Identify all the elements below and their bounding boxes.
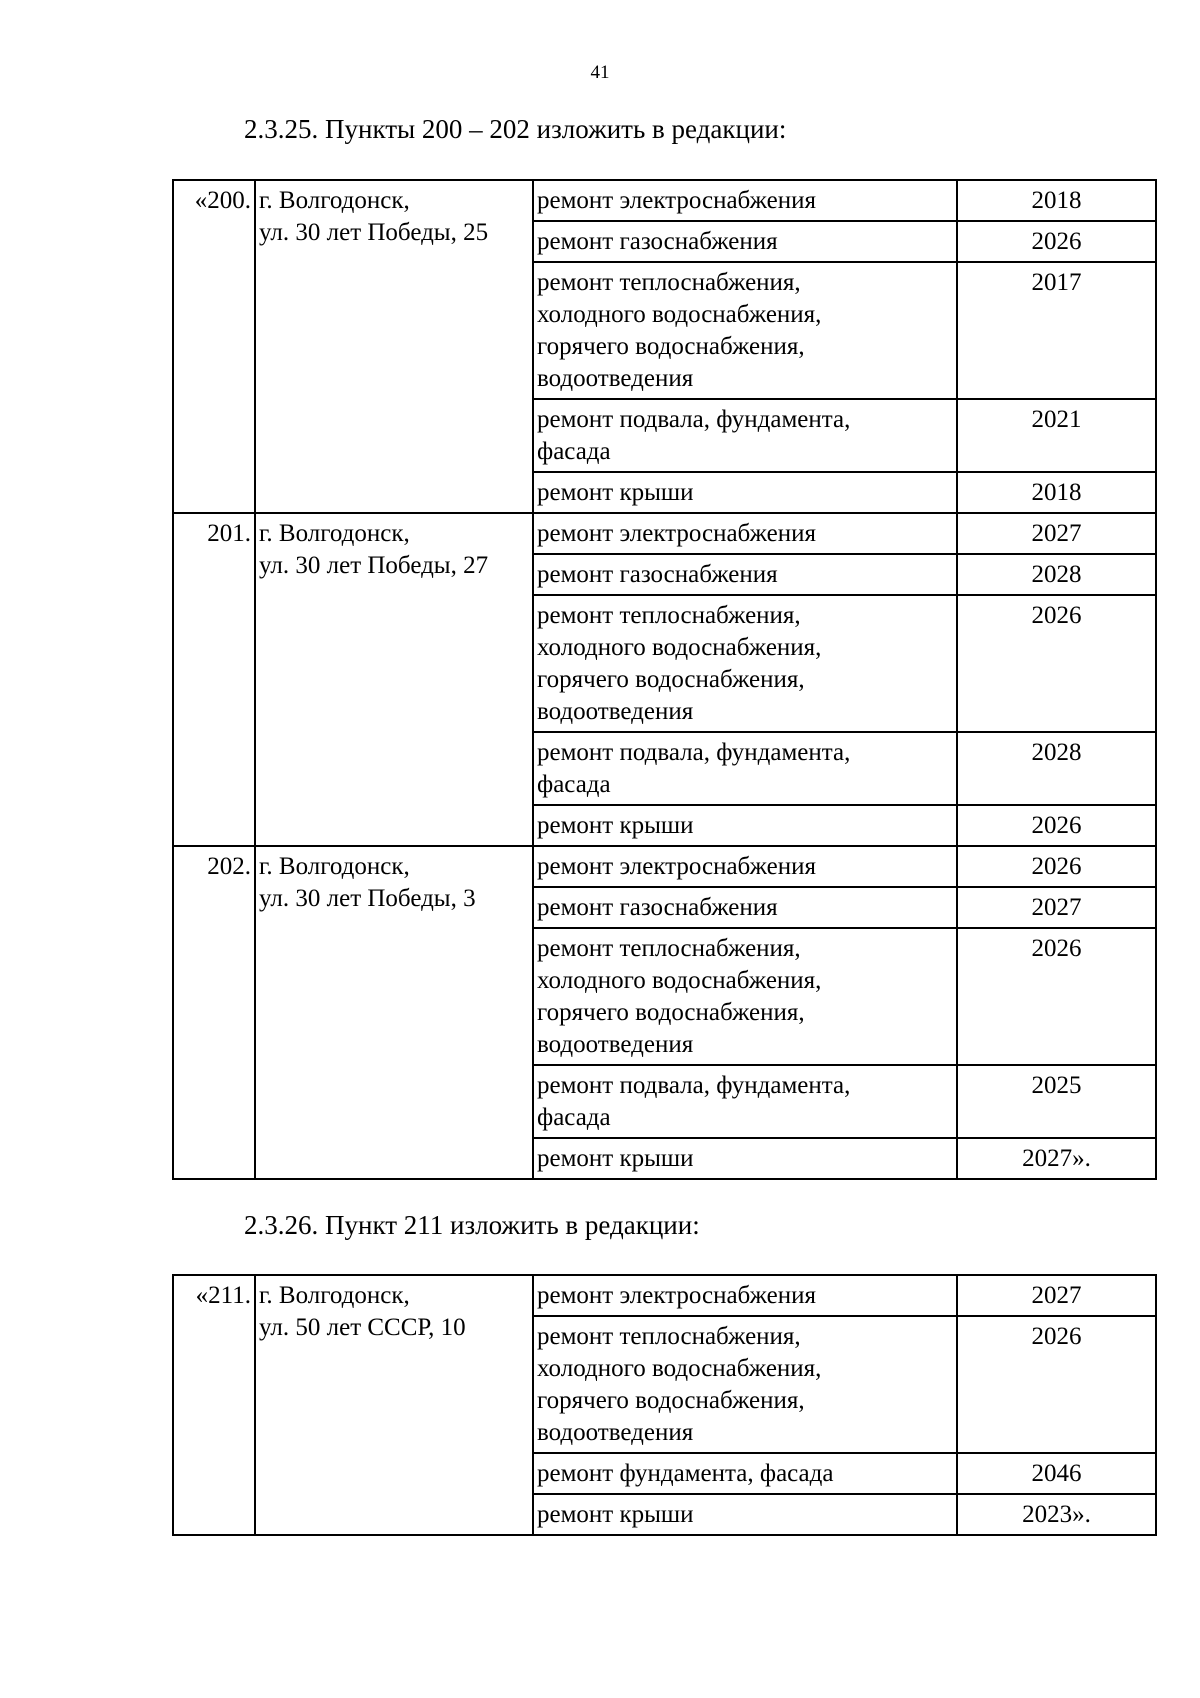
work-year: 2026 [957, 1316, 1156, 1453]
work-name: ремонт крыши [533, 805, 957, 846]
section-heading: 2.3.25. Пункты 200 – 202 изложить в редакции: [244, 114, 787, 144]
item-address: г. Волгодонск, ул. 30 лет Победы, 27 [255, 513, 533, 846]
work-name: ремонт газоснабжения [533, 554, 957, 595]
item-number: «200. [173, 180, 255, 513]
work-year: 2027 [957, 1275, 1156, 1316]
work-year: 2018 [957, 180, 1156, 221]
work-name: ремонт газоснабжения [533, 221, 957, 262]
work-year: 2028 [957, 554, 1156, 595]
work-year: 2027». [957, 1138, 1156, 1179]
item-address: г. Волгодонск, ул. 30 лет Победы, 3 [255, 846, 533, 1179]
work-name: ремонт подвала, фундамента, фасада [533, 399, 957, 472]
item-address: г. Волгодонск, ул. 50 лет СССР, 10 [255, 1275, 533, 1535]
item-number: 201. [173, 513, 255, 846]
item-number: 202. [173, 846, 255, 1179]
work-name: ремонт электроснабжения [533, 180, 957, 221]
work-year: 2026 [957, 595, 1156, 732]
table-row [173, 846, 1156, 887]
table-row [173, 1275, 1156, 1316]
work-year: 2021 [957, 399, 1156, 472]
work-year: 2026 [957, 846, 1156, 887]
section-heading: 2.3.26. Пункт 211 изложить в редакции: [244, 1210, 700, 1240]
work-year: 2027 [957, 887, 1156, 928]
work-name: ремонт теплоснабжения, холодного водоснабжения, горячего водоснабжения, водоотведения [533, 262, 957, 399]
work-name: ремонт электроснабжения [533, 513, 957, 554]
work-name: ремонт теплоснабжения, холодного водоснабжения, горячего водоснабжения, водоотведения [533, 928, 957, 1065]
work-year: 2027 [957, 513, 1156, 554]
page-number: 41 [590, 62, 610, 83]
work-name: ремонт крыши [533, 472, 957, 513]
work-year: 2025 [957, 1065, 1156, 1138]
work-year: 2026 [957, 805, 1156, 846]
table-row [173, 180, 1156, 221]
work-name: ремонт крыши [533, 1138, 957, 1179]
work-name: ремонт электроснабжения [533, 846, 957, 887]
work-name: ремонт газоснабжения [533, 887, 957, 928]
work-name: ремонт фундамента, фасада [533, 1453, 957, 1494]
work-year: 2046 [957, 1453, 1156, 1494]
work-year: 2017 [957, 262, 1156, 399]
item-address: г. Волгодонск, ул. 30 лет Победы, 25 [255, 180, 533, 513]
work-name: ремонт подвала, фундамента, фасада [533, 732, 957, 805]
work-name: ремонт теплоснабжения, холодного водоснабжения, горячего водоснабжения, водоотведения [533, 595, 957, 732]
works-table [172, 179, 1157, 1180]
work-year: 2018 [957, 472, 1156, 513]
work-year: 2028 [957, 732, 1156, 805]
work-name: ремонт электроснабжения [533, 1275, 957, 1316]
work-name: ремонт теплоснабжения, холодного водоснабжения, горячего водоснабжения, водоотведения [533, 1316, 957, 1453]
work-year: 2026 [957, 928, 1156, 1065]
work-year: 2026 [957, 221, 1156, 262]
work-name: ремонт крыши [533, 1494, 957, 1535]
work-year: 2023». [957, 1494, 1156, 1535]
works-table [172, 1274, 1157, 1536]
work-name: ремонт подвала, фундамента, фасада [533, 1065, 957, 1138]
table-row [173, 513, 1156, 554]
item-number: «211. [173, 1275, 255, 1535]
